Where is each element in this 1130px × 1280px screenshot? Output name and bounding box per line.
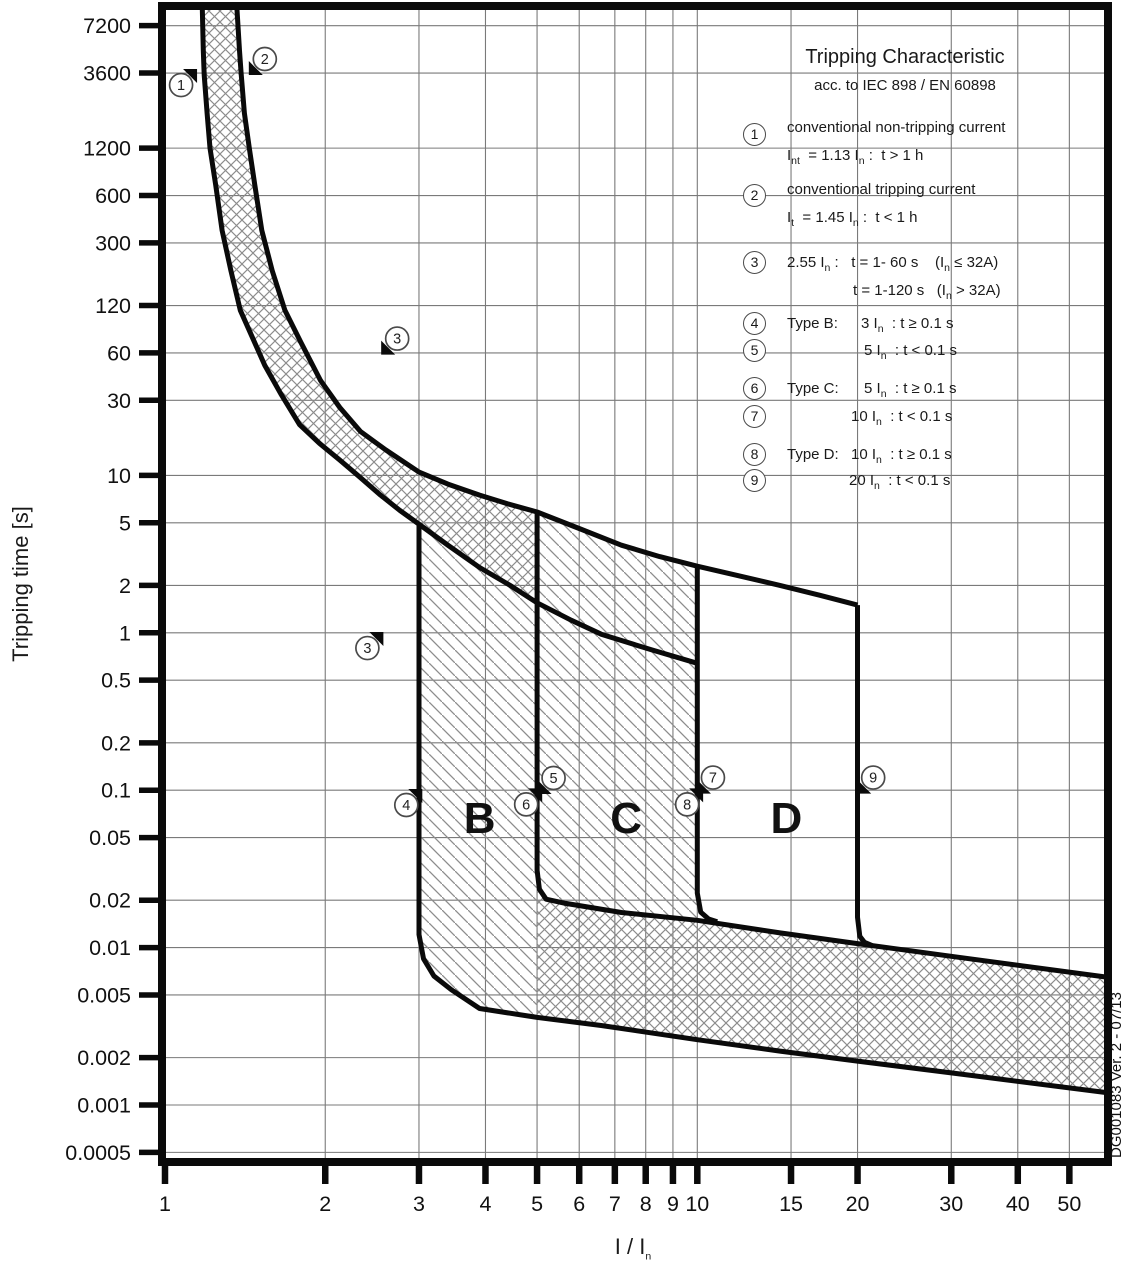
svg-text:3: 3: [393, 331, 402, 348]
svg-text:1: 1: [177, 78, 186, 95]
svg-text:5: 5: [119, 511, 131, 536]
svg-text:10: 10: [685, 1192, 710, 1216]
svg-text:120: 120: [95, 294, 131, 319]
svg-text:7200: 7200: [83, 14, 131, 39]
svg-text:4: 4: [402, 798, 411, 815]
legend-line-7: 10 $I_n$ : t < 0.1 s: [851, 408, 953, 428]
legend-subtitle: acc. to IEC 898 / EN 60898: [814, 77, 996, 94]
legend-circle-9: 9: [743, 469, 766, 492]
svg-text:3: 3: [412, 1192, 425, 1216]
svg-text:0.0005: 0.0005: [65, 1140, 131, 1165]
legend-circle-2: 2: [743, 184, 766, 207]
legend-line-5: 5 $I_n$ : t < 0.1 s: [864, 342, 957, 362]
legend-line-8b: 10 $I_n$ : t ≥ 0.1 s: [851, 446, 952, 466]
svg-text:2: 2: [260, 52, 269, 69]
svg-text:9: 9: [666, 1192, 679, 1216]
svg-text:20: 20: [845, 1192, 870, 1216]
legend-line-9: 20 $I_n$ : t < 0.1 s: [849, 472, 951, 492]
region-label-D: D: [770, 794, 803, 844]
svg-text:0.05: 0.05: [89, 826, 131, 851]
svg-text:7: 7: [608, 1192, 621, 1216]
legend-circle-4: 4: [743, 312, 766, 335]
svg-text:8: 8: [683, 797, 692, 814]
document-id-watermark: DG001083 Ver. 2 - 07/13: [1108, 992, 1125, 1158]
svg-text:6: 6: [522, 797, 531, 814]
svg-text:0.01: 0.01: [89, 936, 131, 961]
svg-text:1: 1: [159, 1192, 171, 1216]
legend-circle-5: 5: [743, 339, 766, 362]
svg-text:5: 5: [531, 1192, 544, 1216]
legend-line-1b: $I_{nt} = 1.13$ $I_n$ : t > 1 h: [787, 147, 924, 167]
svg-text:50: 50: [1057, 1192, 1082, 1216]
svg-text:30: 30: [939, 1192, 964, 1216]
legend-line-1a: conventional non-tripping current: [787, 119, 1006, 136]
svg-text:2: 2: [319, 1192, 332, 1216]
svg-text:3: 3: [363, 641, 372, 658]
svg-text:0.5: 0.5: [101, 668, 131, 693]
legend-line-3b: t = 1-120 s $(I_n > 32A)$: [853, 282, 1001, 302]
x-axis-title: I / $I_n$: [614, 1234, 652, 1263]
svg-text:300: 300: [95, 231, 131, 256]
svg-text:0.005: 0.005: [77, 983, 131, 1008]
svg-text:60: 60: [107, 341, 131, 366]
svg-text:5: 5: [549, 770, 558, 787]
y-axis-title: Tripping time [s]: [8, 506, 33, 662]
svg-text:15: 15: [779, 1192, 803, 1216]
svg-text:3600: 3600: [83, 61, 131, 86]
legend-circle-3: 3: [743, 251, 766, 274]
legend-line-2b: $I_t = 1.45$ $I_n$ : t < 1 h: [787, 209, 918, 229]
legend-line-6b: 5 $I_n$ : t ≥ 0.1 s: [864, 380, 957, 400]
svg-text:1200: 1200: [83, 136, 131, 161]
svg-text:40: 40: [1005, 1192, 1030, 1216]
svg-text:9: 9: [869, 770, 878, 787]
legend-circle-7: 7: [743, 405, 766, 428]
svg-text:1: 1: [119, 621, 131, 646]
legend-circle-6: 6: [743, 377, 766, 400]
region-fill-region-B: [419, 524, 537, 1017]
svg-text:0.001: 0.001: [77, 1093, 131, 1118]
svg-text:0.02: 0.02: [89, 888, 131, 913]
svg-text:2: 2: [119, 573, 131, 598]
svg-text:0.1: 0.1: [101, 778, 131, 803]
legend-line-6a: Type C:: [787, 380, 839, 397]
legend-title: Tripping Characteristic: [805, 46, 1005, 68]
legend-line-3a: 2.55 $I_n$ : t = 1- 60 s $(I_n \le 32A)$: [787, 254, 999, 274]
region-fill-region-C: [537, 512, 697, 920]
legend-line-2a: conventional tripping current: [787, 181, 976, 198]
svg-text:7: 7: [708, 770, 717, 787]
legend-circle-1: 1: [743, 123, 766, 146]
legend-line-8a: Type D:: [787, 446, 839, 463]
svg-text:6: 6: [573, 1192, 586, 1216]
legend-line-4a: Type B:: [787, 315, 838, 332]
svg-text:10: 10: [107, 463, 131, 488]
region-label-B: B: [463, 794, 496, 844]
svg-text:0.2: 0.2: [101, 731, 131, 756]
region-label-C: C: [610, 794, 643, 844]
svg-text:4: 4: [479, 1192, 492, 1216]
svg-text:8: 8: [639, 1192, 652, 1216]
legend-line-4b: 3 $I_n$ : t ≥ 0.1 s: [861, 315, 954, 335]
svg-text:30: 30: [107, 388, 131, 413]
legend-circle-8: 8: [743, 443, 766, 466]
svg-text:600: 600: [95, 184, 131, 209]
svg-text:0.002: 0.002: [77, 1046, 131, 1071]
